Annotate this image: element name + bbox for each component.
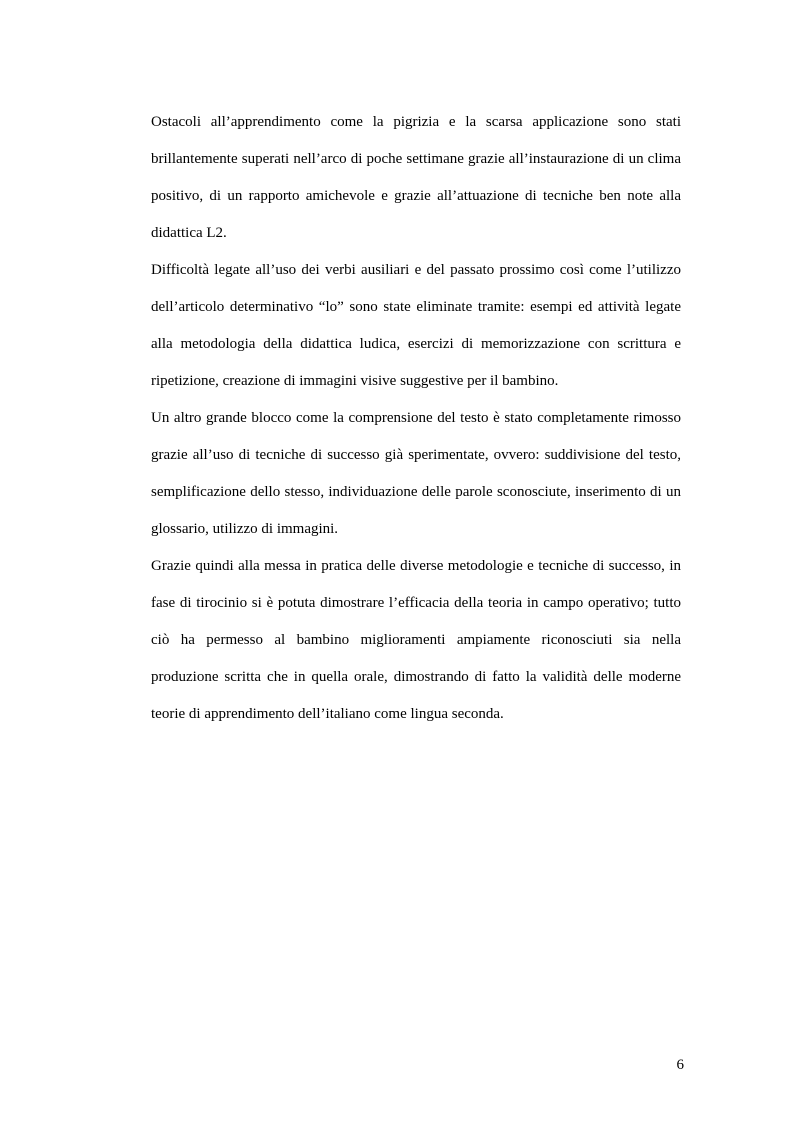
paragraph-3: Un altro grande blocco come la comprensione del testo è stato completamente rimosso grazie all’uso di tecniche di successo già sperimentate, ovvero: suddivisione del testo, semplificazione dello stesso, individuazione delle parole sconosciute, inserimento di un glossario, utilizzo di immagini. (151, 410, 681, 537)
page-number: 6 (676, 1057, 684, 1073)
paragraph-4: Grazie quindi alla messa in pratica delle diverse metodologie e tecniche di successo, in fase di tirocinio si è potuta dimostrare l’efficacia della teoria in campo operativo; tutto ciò ha permesso al bambino miglioramenti ampiamente riconosciuti sia nella produzione scritta che in quella orale, dimostrando di fatto la validità delle moderne teorie di apprendimento dell’italiano come lingua seconda. (151, 558, 681, 722)
paragraph-1: Ostacoli all’apprendimento come la pigrizia e la scarsa applicazione sono stati brillantemente superati nell’arco di poche settimane grazie all’instaurazione di un clima positivo, di un rapporto amichevole e grazie all’attuazione di tecniche ben note alla didattica L2. (151, 114, 681, 241)
body-text (151, 104, 681, 733)
paragraph-2: Difficoltà legate all’uso dei verbi ausiliari e del passato prossimo così come l’utilizzo dell’articolo determinativo “lo” sono state eliminate tramite: esempi ed attività legate alla metodologia della didattica ludica, esercizi di memorizzazione con scrittura e ripetizione, creazione di immagini visive suggestive per il bambino. (151, 262, 681, 389)
